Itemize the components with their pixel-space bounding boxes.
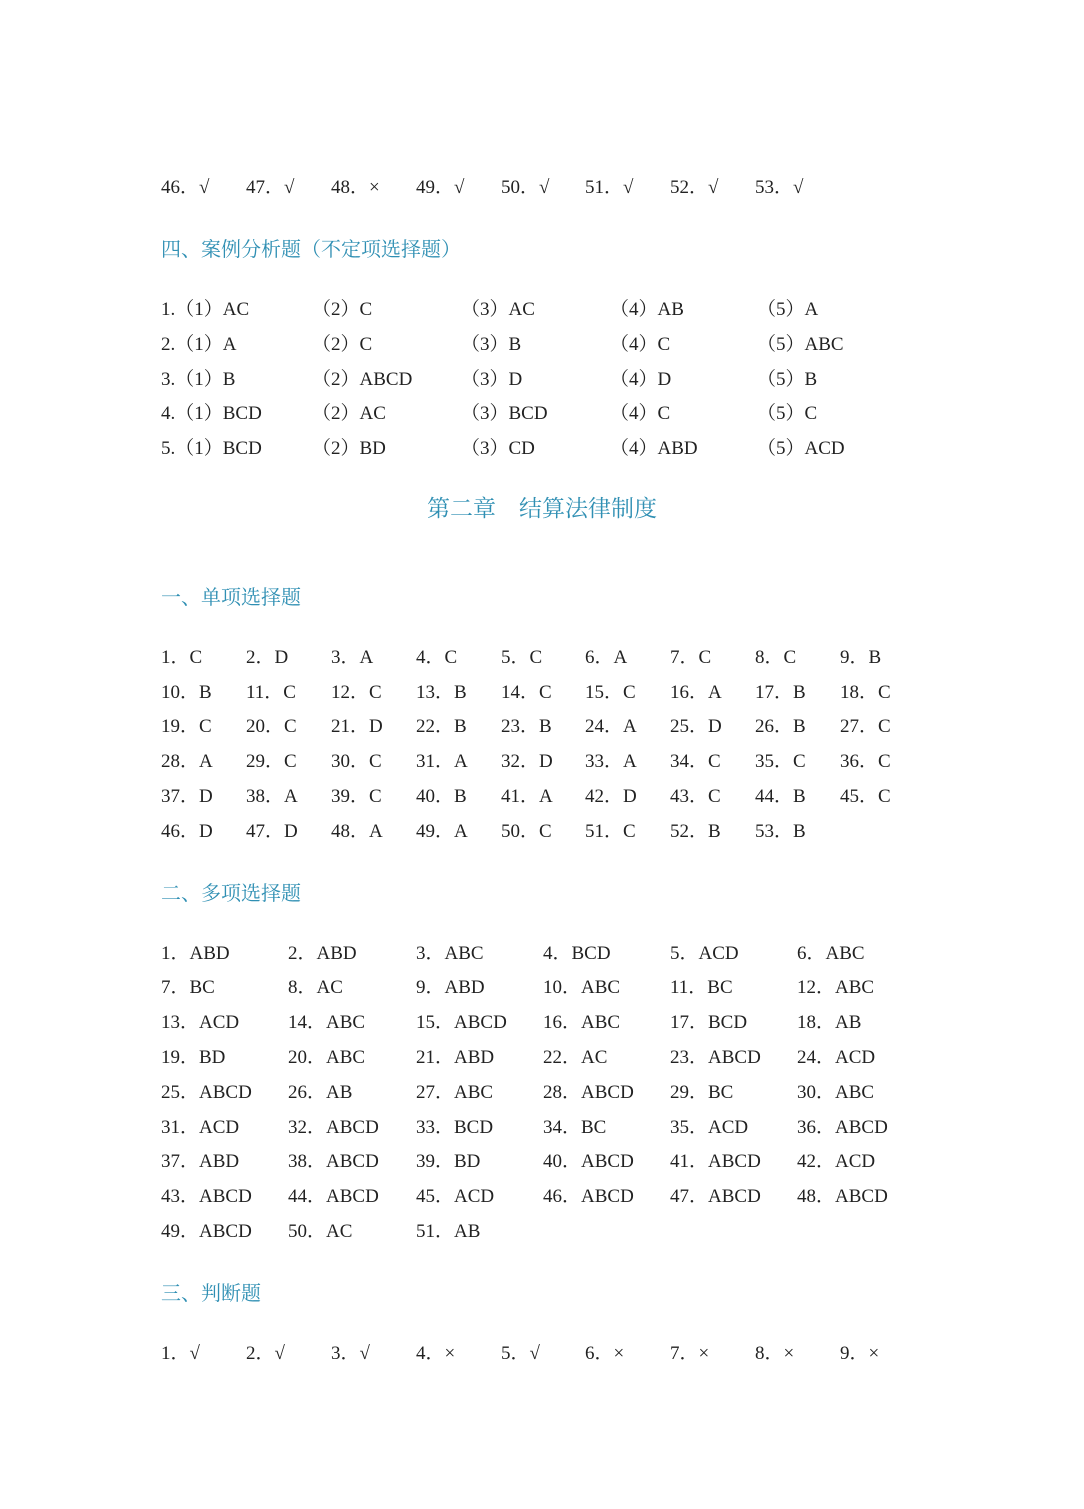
answer-item: 25．D bbox=[670, 716, 722, 737]
answer-item: 28．ABCD bbox=[543, 1082, 634, 1103]
answer-row bbox=[0, 678, 1084, 708]
answer-item: （2）C bbox=[312, 334, 373, 355]
answer-row bbox=[0, 1147, 1084, 1177]
answer-item: 7．C bbox=[670, 647, 712, 668]
answer-item: 47．√ bbox=[246, 177, 295, 198]
answer-item: 4.（1）BCD bbox=[161, 403, 262, 424]
answer-item: （4）C bbox=[610, 334, 671, 355]
answer-item: 30．ABC bbox=[797, 1082, 875, 1103]
answer-row bbox=[0, 1182, 1084, 1212]
answer-item: 46．√ bbox=[161, 177, 210, 198]
answer-item: 10．B bbox=[161, 682, 212, 703]
answer-item: 41．ABCD bbox=[670, 1151, 761, 1172]
answer-item: 47．ABCD bbox=[670, 1186, 761, 1207]
answer-item: 36．C bbox=[840, 751, 891, 772]
answer-item: 10．ABC bbox=[543, 977, 621, 998]
answer-item: （5）ACD bbox=[757, 438, 845, 459]
answer-item: 51．√ bbox=[585, 177, 634, 198]
answer-item: 50．C bbox=[501, 821, 552, 842]
answer-item: 20．ABC bbox=[288, 1047, 366, 1068]
answer-item: 8．AC bbox=[288, 977, 343, 998]
answer-item: 17．B bbox=[755, 682, 806, 703]
answer-item: （2）BD bbox=[312, 438, 386, 459]
answer-item: 11．C bbox=[246, 682, 296, 703]
judgment-heading: 三、判断题 bbox=[161, 1281, 261, 1305]
answer-item: （4）C bbox=[610, 403, 671, 424]
answer-item: 35．C bbox=[755, 751, 806, 772]
answer-item: （2）ABCD bbox=[312, 369, 413, 390]
answer-item: （5）B bbox=[757, 369, 818, 390]
answer-item: （2）AC bbox=[312, 403, 386, 424]
answer-item: 3.（1）B bbox=[161, 369, 236, 390]
answer-item: 18．C bbox=[840, 682, 891, 703]
answer-item: 35．ACD bbox=[670, 1117, 749, 1138]
answer-row bbox=[0, 1078, 1084, 1108]
answer-item: 43．ABCD bbox=[161, 1186, 252, 1207]
answer-item: 53．√ bbox=[755, 177, 804, 198]
answer-row bbox=[0, 330, 1084, 360]
answer-item: 9．× bbox=[840, 1343, 880, 1364]
answer-item: （3）CD bbox=[461, 438, 535, 459]
answer-item: 16．A bbox=[670, 682, 722, 703]
answer-item: （3）B bbox=[461, 334, 522, 355]
answer-item: 6．ABC bbox=[797, 943, 865, 964]
answer-item: 21．D bbox=[331, 716, 383, 737]
answer-item: 14．C bbox=[501, 682, 552, 703]
answer-item: 32．D bbox=[501, 751, 553, 772]
answer-item: 28．A bbox=[161, 751, 213, 772]
answer-item: 32．ABCD bbox=[288, 1117, 379, 1138]
answer-item: 40．B bbox=[416, 786, 467, 807]
answer-item: （5）ABC bbox=[757, 334, 844, 355]
answer-item: 9．ABD bbox=[416, 977, 485, 998]
answer-item: 11．BC bbox=[670, 977, 733, 998]
answer-item: 45．C bbox=[840, 786, 891, 807]
answer-item: 13．B bbox=[416, 682, 467, 703]
answer-item: 39．C bbox=[331, 786, 382, 807]
answer-item: 34．C bbox=[670, 751, 721, 772]
answer-item: 5.（1）BCD bbox=[161, 438, 262, 459]
answer-item: （3）BCD bbox=[461, 403, 548, 424]
answer-item: 36．ABCD bbox=[797, 1117, 888, 1138]
answer-item: 24．A bbox=[585, 716, 637, 737]
answer-item: 31．A bbox=[416, 751, 468, 772]
answer-item: （3）D bbox=[461, 369, 523, 390]
answer-item: 25．ABCD bbox=[161, 1082, 252, 1103]
answer-item: （4）D bbox=[610, 369, 672, 390]
answer-row bbox=[0, 365, 1084, 395]
answer-row bbox=[0, 973, 1084, 1003]
answer-item: 42．D bbox=[585, 786, 637, 807]
answer-item: 9．B bbox=[840, 647, 882, 668]
answer-row bbox=[0, 782, 1084, 812]
answer-item: 1．C bbox=[161, 647, 203, 668]
answer-row bbox=[0, 1339, 1084, 1369]
case-analysis-heading: 四、案例分析题（不定项选择题） bbox=[161, 237, 461, 261]
answer-item: 52．√ bbox=[670, 177, 719, 198]
answer-item: 33．BCD bbox=[416, 1117, 494, 1138]
answer-row bbox=[0, 1113, 1084, 1143]
answer-item: 12．C bbox=[331, 682, 382, 703]
answer-item: 15．ABCD bbox=[416, 1012, 507, 1033]
answer-item: 23．ABCD bbox=[670, 1047, 761, 1068]
answer-item: 44．B bbox=[755, 786, 806, 807]
answer-item: 49．√ bbox=[416, 177, 465, 198]
answer-item: （2）C bbox=[312, 299, 373, 320]
answer-item: 51．C bbox=[585, 821, 636, 842]
answer-item: 27．C bbox=[840, 716, 891, 737]
answer-item: 34．BC bbox=[543, 1117, 607, 1138]
answer-item: 2．D bbox=[246, 647, 289, 668]
answer-item: 31．ACD bbox=[161, 1117, 240, 1138]
answer-item: 29．C bbox=[246, 751, 297, 772]
answer-row bbox=[0, 939, 1084, 969]
answer-item: 13．ACD bbox=[161, 1012, 240, 1033]
answer-item: 44．ABCD bbox=[288, 1186, 379, 1207]
answer-row bbox=[0, 1008, 1084, 1038]
answer-item: 42．ACD bbox=[797, 1151, 876, 1172]
answer-item: 7．× bbox=[670, 1343, 710, 1364]
answer-item: 1．ABD bbox=[161, 943, 230, 964]
answer-row bbox=[0, 1217, 1084, 1247]
answer-item: 4．× bbox=[416, 1343, 456, 1364]
answer-item: 22．AC bbox=[543, 1047, 608, 1068]
answer-item: 47．D bbox=[246, 821, 298, 842]
answer-item: 19．C bbox=[161, 716, 212, 737]
answer-item: （4）ABD bbox=[610, 438, 698, 459]
answer-item: 39．BD bbox=[416, 1151, 481, 1172]
answer-item: 2.（1）A bbox=[161, 334, 237, 355]
answer-item: 21．ABD bbox=[416, 1047, 495, 1068]
answer-item: 15．C bbox=[585, 682, 636, 703]
answer-item: 5．√ bbox=[501, 1343, 540, 1364]
answer-item: 5．ACD bbox=[670, 943, 739, 964]
answer-item: 7．BC bbox=[161, 977, 215, 998]
answer-item: 3．√ bbox=[331, 1343, 370, 1364]
answer-item: （5）C bbox=[757, 403, 818, 424]
answer-item: 38．A bbox=[246, 786, 298, 807]
answer-item: 18．AB bbox=[797, 1012, 862, 1033]
answer-row bbox=[0, 295, 1084, 325]
answer-item: 48．× bbox=[331, 177, 380, 198]
answer-item: 5．C bbox=[501, 647, 543, 668]
answer-item: 33．A bbox=[585, 751, 637, 772]
answer-item: 26．AB bbox=[288, 1082, 353, 1103]
answer-item: 8．C bbox=[755, 647, 797, 668]
answer-row bbox=[0, 712, 1084, 742]
answer-item: 2．√ bbox=[246, 1343, 285, 1364]
answer-item: 3．A bbox=[331, 647, 374, 668]
answer-item: 38．ABCD bbox=[288, 1151, 379, 1172]
answer-item: 48．A bbox=[331, 821, 383, 842]
answer-item: 17．BCD bbox=[670, 1012, 748, 1033]
answer-item: 1.（1）AC bbox=[161, 299, 250, 320]
answer-item: 49．A bbox=[416, 821, 468, 842]
answer-item: 43．C bbox=[670, 786, 721, 807]
answer-item: 16．ABC bbox=[543, 1012, 621, 1033]
answer-item: 46．D bbox=[161, 821, 213, 842]
answer-item: （4）AB bbox=[610, 299, 684, 320]
answer-item: 19．BD bbox=[161, 1047, 226, 1068]
answer-item: 27．ABC bbox=[416, 1082, 494, 1103]
answer-item: 37．ABD bbox=[161, 1151, 240, 1172]
answer-item: 30．C bbox=[331, 751, 382, 772]
answer-item: 20．C bbox=[246, 716, 297, 737]
answer-item: 41．A bbox=[501, 786, 553, 807]
chapter-title: 第二章 结算法律制度 bbox=[427, 496, 657, 522]
answer-item: 8．× bbox=[755, 1343, 795, 1364]
answer-item: 29．BC bbox=[670, 1082, 734, 1103]
answer-item: 26．B bbox=[755, 716, 806, 737]
answer-item: （5）A bbox=[757, 299, 819, 320]
answer-item: 24．ACD bbox=[797, 1047, 876, 1068]
answer-item: 46．ABCD bbox=[543, 1186, 634, 1207]
answer-item: 48．ABCD bbox=[797, 1186, 888, 1207]
answer-item: 6．× bbox=[585, 1343, 625, 1364]
answer-row bbox=[0, 434, 1084, 464]
answer-item: 2．ABD bbox=[288, 943, 357, 964]
answer-item: 14．ABC bbox=[288, 1012, 366, 1033]
answer-item: 23．B bbox=[501, 716, 552, 737]
multiple-choice-heading: 二、多项选择题 bbox=[161, 881, 301, 905]
answer-row bbox=[0, 747, 1084, 777]
answer-item: 12．ABC bbox=[797, 977, 875, 998]
answer-item: 3．ABC bbox=[416, 943, 484, 964]
answer-item: 45．ACD bbox=[416, 1186, 495, 1207]
single-choice-heading: 一、单项选择题 bbox=[161, 585, 301, 609]
answer-item: 49．ABCD bbox=[161, 1221, 252, 1242]
answer-item: 52．B bbox=[670, 821, 721, 842]
answer-item: 53．B bbox=[755, 821, 806, 842]
answer-item: （3）AC bbox=[461, 299, 535, 320]
answer-item: 6．A bbox=[585, 647, 628, 668]
answer-item: 1．√ bbox=[161, 1343, 200, 1364]
answer-row bbox=[0, 173, 1084, 203]
answer-row bbox=[0, 643, 1084, 673]
answer-item: 37．D bbox=[161, 786, 213, 807]
answer-item: 4．C bbox=[416, 647, 458, 668]
answer-item: 40．ABCD bbox=[543, 1151, 634, 1172]
answer-item: 22．B bbox=[416, 716, 467, 737]
answer-row bbox=[0, 817, 1084, 847]
answer-item: 4．BCD bbox=[543, 943, 611, 964]
answer-item: 50．√ bbox=[501, 177, 550, 198]
answer-row bbox=[0, 399, 1084, 429]
answer-row bbox=[0, 1043, 1084, 1073]
answer-item: 51．AB bbox=[416, 1221, 481, 1242]
answer-item: 50．AC bbox=[288, 1221, 353, 1242]
